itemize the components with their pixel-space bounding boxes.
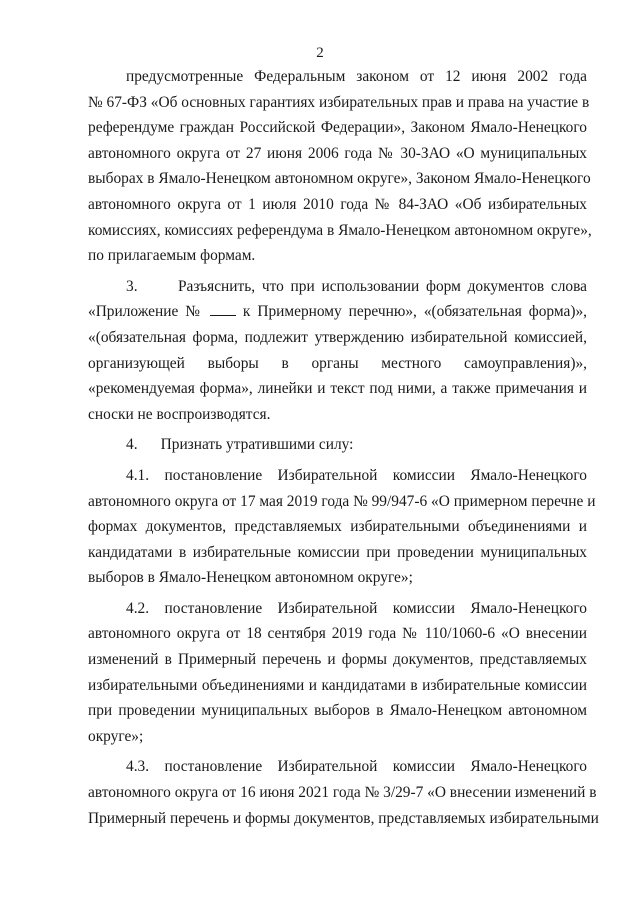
- text-line: избирательными объединениями и кандидатами в избирательные комиссии: [88, 676, 587, 694]
- text-line: автономного округа от 17 мая 2019 года № 99/947-6 «О примерном перечне и: [88, 492, 596, 510]
- text-line: 3. Разъяснить, что при использовании форм документов слова: [126, 277, 587, 295]
- text-line: автономного округа от 27 июня 2006 года № 30-ЗАО «О муниципальных: [88, 144, 587, 162]
- text-line: автономного округа от 16 июня 2021 года № 3/29-7 «О внесении изменений в: [88, 784, 597, 802]
- text-line: № 67-ФЗ «Об основных гарантиях избирательных прав и права на участие в: [88, 93, 590, 111]
- text-line: Примерный перечень и формы документов, представляемых избирательными: [88, 809, 599, 827]
- text-fragment: к Примерному перечню», «(обязательная форма)»,: [242, 303, 587, 321]
- text-line: «рекомендуемая форма», линейки и текст под ними, а также примечания и: [88, 380, 587, 398]
- paragraph-item-4-3: [88, 754, 599, 831]
- text-line: [88, 299, 587, 325]
- text-fragment: «Приложение №: [88, 303, 204, 321]
- blank-line: [210, 303, 236, 316]
- text-line: комиссиях, комиссиях референдума в Ямало-Ненецком автономном округе»,: [88, 221, 592, 239]
- text-line: округе»;: [88, 727, 144, 745]
- text-line: 4.3. постановление Избирательной комиссии Ямало-Ненецкого: [126, 758, 587, 776]
- text-line: сноски не воспроизводятся.: [88, 405, 271, 423]
- text-line: организующей выборы в органы местного самоуправления)»,: [88, 354, 587, 372]
- text-line: 4.1. постановление Избирательной комиссии Ямало-Ненецкого: [126, 466, 587, 484]
- paragraph-continuation: [88, 64, 592, 269]
- text-line: 4.2. постановление Избирательной комиссии Ямало-Ненецкого: [126, 599, 587, 617]
- document-body: [88, 64, 599, 831]
- text-line: предусмотренные Федеральным законом от 12 июня 2002 года: [126, 68, 587, 85]
- text-line: автономного округа от 18 сентября 2019 года № 110/1060-6 «О внесении: [88, 625, 587, 643]
- text-line: референдуме граждан Российской Федерации», Законом Ямало-Ненецкого: [88, 119, 587, 137]
- text-line: при проведении муниципальных выборов в Ямало-Ненецком автономном: [88, 702, 587, 720]
- text-line: кандидатами в избирательные комиссии при проведении муниципальных: [88, 543, 587, 561]
- text-line: «(обязательная форма, подлежит утверждению избирательной комиссией,: [88, 328, 587, 346]
- text-line: по прилагаемым формам.: [88, 247, 256, 265]
- text-line: выборов в Ямало-Ненецком автономном округе»;: [88, 569, 413, 587]
- paragraph-item-4-1: [88, 463, 596, 591]
- text-line: формах документов, представляемых избирательными объединениями и: [88, 518, 587, 536]
- page-number: 2: [316, 45, 324, 61]
- text-line: изменений в Примерный перечень и формы документов, представляемых: [88, 651, 587, 669]
- text-line: выборах в Ямало-Ненецком автономном округе», Законом Ямало-Ненецкого: [88, 170, 591, 188]
- paragraph-item-3: [88, 274, 587, 428]
- text-line: 4. Признать утратившими силу:: [126, 436, 354, 454]
- paragraph-item-4: [88, 432, 587, 458]
- text-line: автономного округа от 1 июля 2010 года № 84-ЗАО «Об избирательных: [88, 195, 587, 213]
- paragraph-item-4-2: [88, 596, 587, 750]
